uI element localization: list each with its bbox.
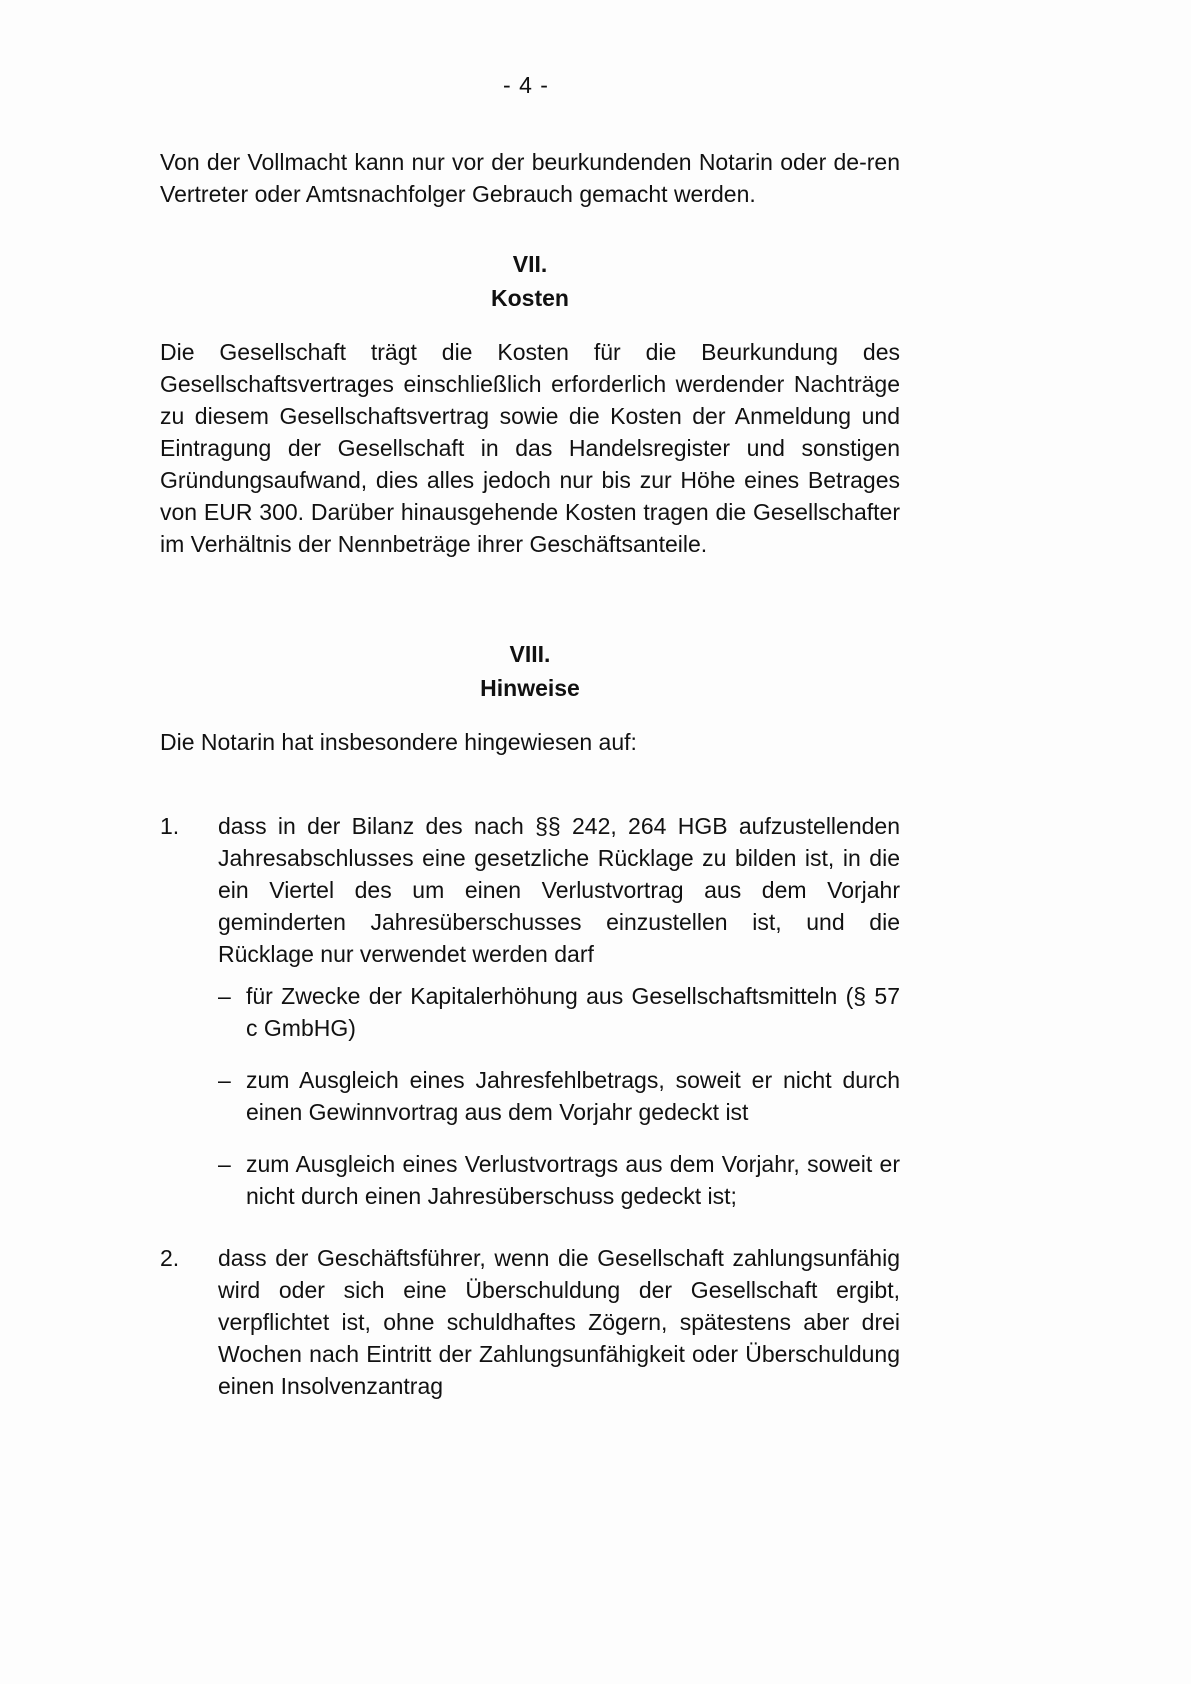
section-vii-heading	[160, 244, 900, 318]
sub-item-2-text: zum Ausgleich eines Jahresfehlbetrags, soweit er nicht durch einen Gewinnvortrag aus dem Vorjahr gedeckt ist	[246, 1067, 900, 1125]
intro-paragraph: Von der Vollmacht kann nur vor der beurkundenden Notarin oder de-ren Vertreter oder Amtsnachfolger Gebrauch gemacht werden.	[160, 149, 900, 207]
list-item-2	[160, 1242, 900, 1402]
page-number: - 4 -	[503, 72, 549, 98]
section-viii-intro: Die Notarin hat insbesondere hingewiesen auf:	[160, 729, 637, 755]
dash-bullet: –	[218, 1067, 231, 1093]
section-viii-heading	[160, 634, 900, 708]
section-viii-intro-block	[160, 726, 900, 758]
intro-paragraph-block	[160, 146, 900, 210]
section-viii-number: VIII.	[509, 641, 551, 667]
list-item-2-text: dass der Geschäftsführer, wenn die Gesellschaft zahlungsunfähig wird oder sich eine Überschuldung der Gesellschaft ergibt, verpflichtet ist, ohne schuldhaftes Zögern, spätestens aber drei Wochen nach Eintritt der Zahlungsunfähigkeit oder Überschuldung einen Insolvenzantrag	[218, 1245, 900, 1399]
list-item-1-text: dass in der Bilanz des nach §§ 242, 264 HGB aufzustellenden Jahresabschlusses eine gesetzliche Rücklage zu bilden ist, in die ein Viertel des um einen Verlustvortrag aus dem Vorjahr geminderten Jahresüberschusses einzustellen ist, und die Rücklage nur verwendet werden darf	[218, 813, 900, 967]
list-item-1	[160, 810, 900, 970]
section-vii-number: VII.	[512, 251, 548, 277]
list-item-2-number: 2.	[160, 1245, 180, 1271]
section-vii-title: Kosten	[491, 285, 569, 311]
section-vii-body-block	[160, 336, 900, 560]
sub-item-3-text: zum Ausgleich eines Verlustvortrags aus dem Vorjahr, soweit er nicht durch einen Jahresüberschuss gedeckt ist;	[246, 1151, 900, 1209]
list-item-1-number: 1.	[160, 813, 180, 839]
section-viii-title: Hinweise	[480, 675, 580, 701]
sub-item-3	[218, 1148, 900, 1212]
sub-item-1	[218, 980, 900, 1044]
section-vii-body: Die Gesellschaft trägt die Kosten für die Beurkundung des Gesellschaftsvertrages einschließlich erforderlich werdender Nachträge zu diesem Gesellschaftsvertrag sowie die Kosten der Anmeldung und Eintragung der Gesellschaft in das Handelsregister und sonstigen Gründungsaufwand, dies alles jedoch nur bis zur Höhe eines Betrages von EUR 300. Darüber hinausgehende Kosten tragen die Gesellschafter im Verhältnis der Nennbeträge ihrer Geschäftsanteile.	[160, 339, 900, 557]
sub-item-2	[218, 1064, 900, 1128]
dash-bullet: –	[218, 1151, 231, 1177]
sub-item-1-text: für Zwecke der Kapitalerhöhung aus Gesellschaftsmitteln (§ 57 c GmbHG)	[246, 983, 900, 1041]
dash-bullet: –	[218, 983, 231, 1009]
